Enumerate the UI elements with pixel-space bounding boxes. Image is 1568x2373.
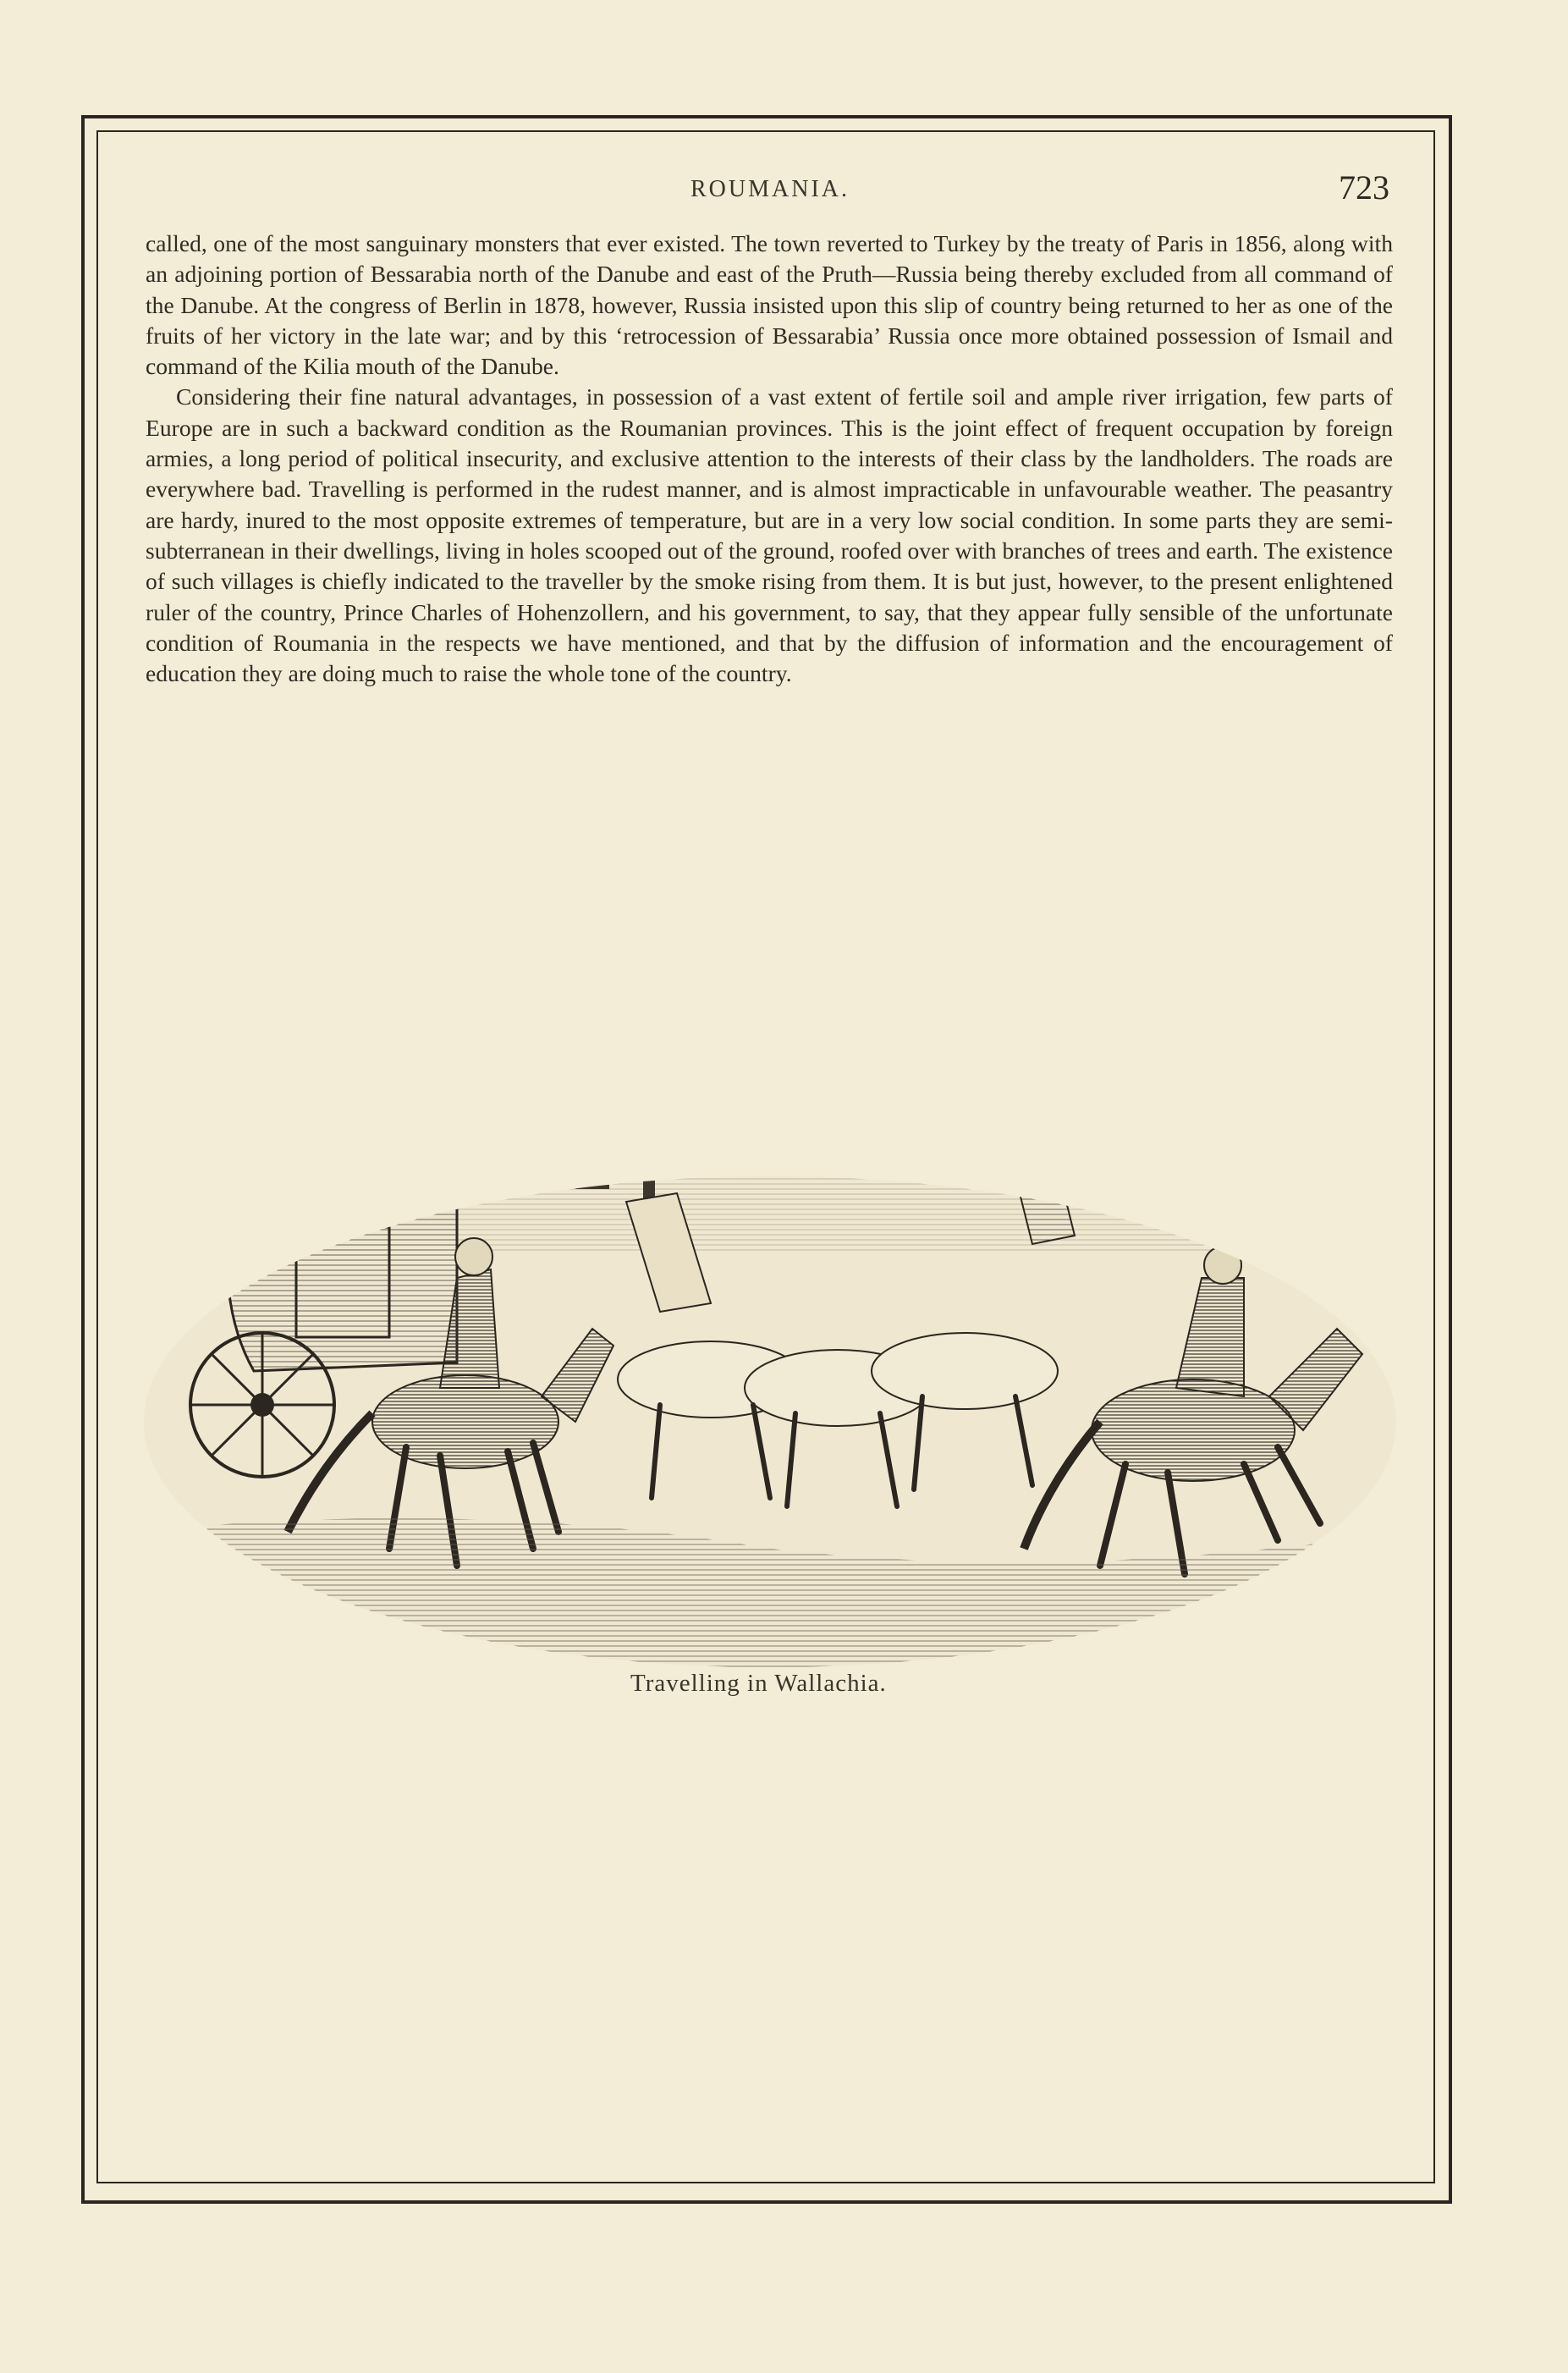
paragraph-2: Considering their fine natural advantages, in possession of a vast extent of fertile soil and ample river irrigation, few parts of Europe are in such a backward condition as the Roumanian provinces. This is the joint effect of frequent occupation by foreign armies, a long period of political insecurity, and exclusive attention to the interests of their class by the landholders. The roads are everywhere bad. Travelling is performed in the rudest manner, and is almost impracticable in unfavourable weather. The peasantry are hardy, inured to the most opposite extremes of temperature, but are in a very low social condition. In some parts they are semi-subterranean in their dwellings, living in holes scooped out of the ground, roofed over with branches of trees and earth. The existence of such villages is chiefly indicated to the traveller by the smoke rising from them. It is but just, however, to the present enlightened ruler of the country, Prince Charles of Hohenzollern, and his government, to say, that they appear fully sensible of the unfortunate condition of Roumania in the respects we have mentioned, and that by the diffusion of information and the encouragement of education they are doing much to raise the whole tone of the country.	[146, 383, 1393, 687]
body-text	[146, 228, 1393, 689]
figure-caption: Travelling in Wallachia.	[630, 1670, 887, 1697]
paragraph-1: called, one of the most sanguinary monsters that ever existed. The town reverted to Turkey by the treaty of Paris in 1856, along with an adjoining portion of Bessarabia north of the Danube and east of the Pruth—Russia being thereby excluded from all command of the Danube. At the congress of Berlin in 1878, however, Russia insisted upon this slip of country being returned to her as one of the fruits of her victory in the late war; and by this ‘retrocession of Bessarabia’ Russia once more obtained possession of Ismail and command of the Kilia mouth of the Danube.	[146, 230, 1393, 380]
cloud-shape	[542, 1053, 1193, 1151]
page-number: 723	[1339, 168, 1389, 206]
engraving-illustration	[135, 1024, 1405, 1667]
running-head: ROUMANIA.	[690, 176, 850, 202]
